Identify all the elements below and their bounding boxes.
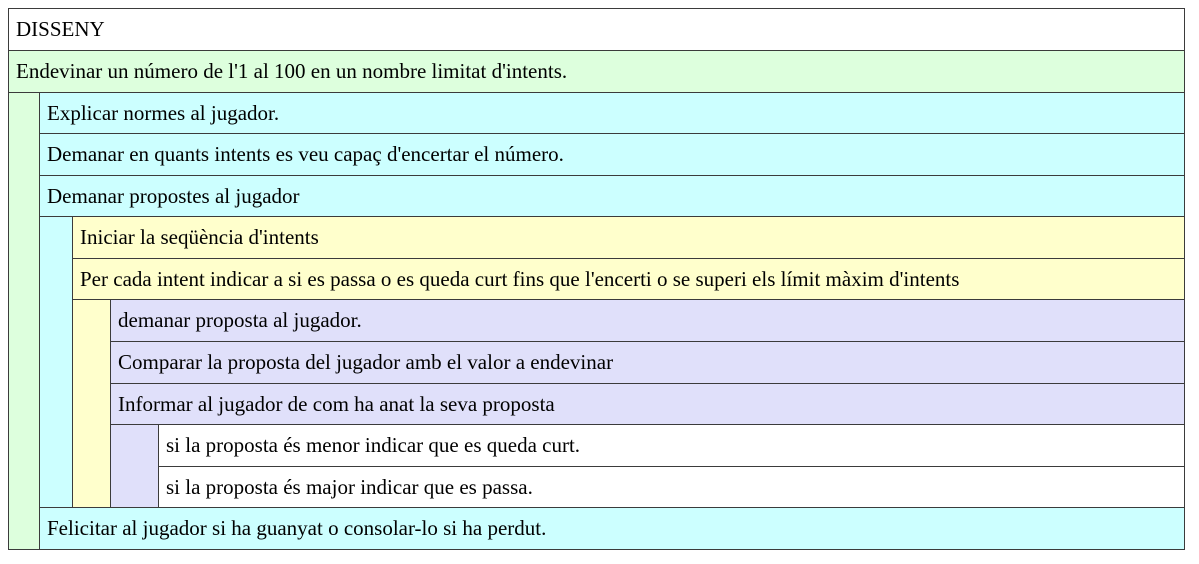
feedback-lower: si la proposta és menor indicar que es queda curt.	[158, 424, 1185, 467]
feedback-higher: si la proposta és major indicar que es passa.	[158, 466, 1185, 508]
diagram-title: DISSENY	[8, 8, 1185, 51]
step-ask-attempts: Demanar en quants intents es veu capaç d'encertar el número.	[39, 133, 1185, 176]
step-explain-rules: Explicar normes al jugador.	[39, 92, 1185, 134]
loop-step-inform: Informar al jugador de com ha anat la seva proposta	[110, 383, 1185, 425]
loop-step-compare: Comparar la proposta del jugador amb el valor a endevinar	[110, 341, 1185, 384]
step-congratulate: Felicitar al jugador si ha guanyat o consolar-lo si ha perdut.	[39, 507, 1185, 550]
loop-step-ask-proposal: demanar proposta al jugador.	[110, 299, 1185, 342]
step-ask-proposals: Demanar propostes al jugador	[39, 175, 1185, 217]
proposals-loop: Per cada intent indicar a si es passa o es queda curt fins que l'encerti o se superi els límit màxim d'intents	[72, 258, 1185, 300]
goal-label: Endevinar un número de l'1 al 100 en un nombre limitat d'intents.	[8, 50, 1185, 93]
proposals-start: Iniciar la seqüència d'intents	[72, 216, 1185, 259]
